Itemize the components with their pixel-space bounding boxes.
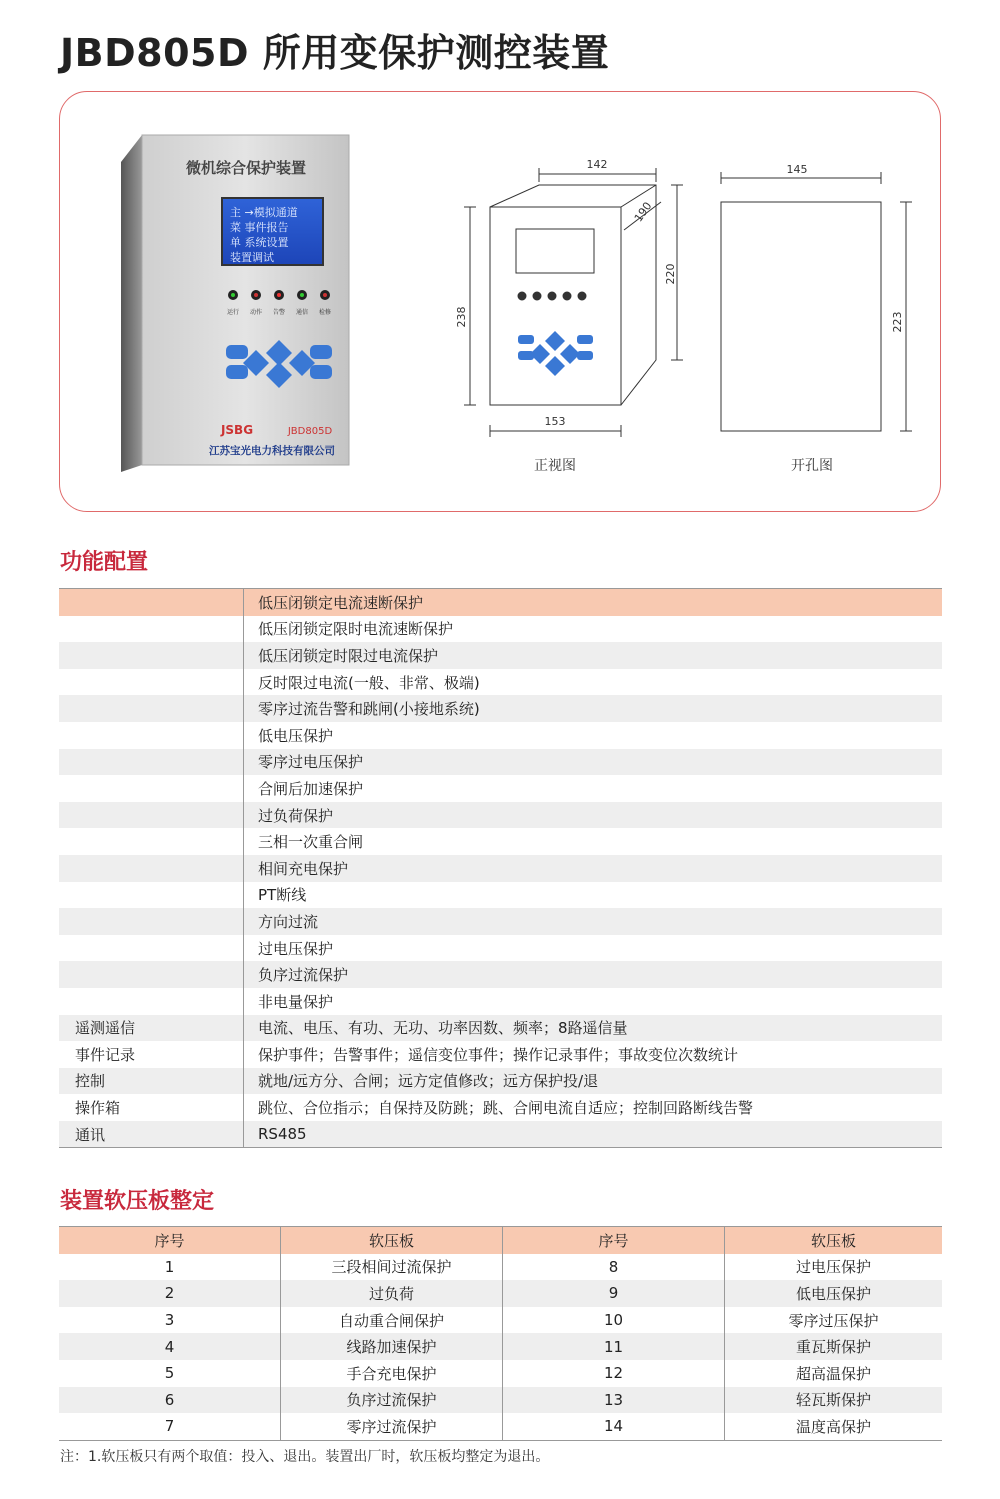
function-row [59,935,942,962]
cutout-caption: 开孔图 [791,458,833,474]
footnote: 注：1.软压板只有两个取值：投入、退出。装置出厂时，软压板均整定为退出。 [60,1449,550,1465]
function-description: 跳位、合位指示；自保持及防跳；跳、合闸电流自适应；控制回路断线告警 [258,1099,754,1118]
function-row [59,908,942,935]
svg-text:装置调试: 装置调试 [230,251,274,264]
header-plate: 软压板 [281,1227,503,1254]
function-description: 负序过流保护 [244,961,943,988]
plate-row [59,1280,942,1307]
function-row [59,828,942,855]
header-plate: 软压板 [725,1227,943,1254]
function-description: 保护事件；告警事件；遥信变位事件；操作记录事件；事故变位次数统计 [258,1045,739,1064]
function-row [59,642,942,669]
function-row [59,882,942,909]
plate-name: 零序过流保护 [281,1413,503,1440]
function-category: 操作箱 [59,1094,244,1121]
function-row [59,775,942,802]
device-company: 江苏宝光电力科技有限公司 [209,445,335,457]
function-description: 过负荷保护 [244,802,943,829]
function-category [59,988,244,1015]
function-row [59,695,942,722]
function-description: 电流、电压、有功、无功、功率因数、频率；8路遥信量 [244,1015,943,1042]
plate-name: 温度高保护 [725,1413,943,1440]
plate-name: 重瓦斯保护 [725,1333,943,1360]
plate-row [59,1360,942,1387]
plate-name: 超高温保护 [795,1364,871,1383]
function-description: 过电压保护 [258,939,334,958]
plates-table [59,1226,942,1441]
function-description: 反时限过电流(一般、非常、极端) [258,673,480,692]
function-category [59,722,244,749]
plate-index: 11 [503,1333,725,1360]
svg-text:通信: 通信 [295,309,309,316]
function-description: RS485 [244,1121,943,1148]
plate-name: 负序过流保护 [281,1387,503,1414]
plate-name: 零序过压保护 [788,1311,879,1330]
plate-index: 6 [59,1387,281,1414]
plate-index: 2 [59,1280,281,1307]
product-figure-panel [59,91,941,512]
dim-cutout-height: 223 [891,311,904,333]
function-description: 低压闭锁定电流速断保护 [244,589,943,616]
section-title-functions: 功能配置 [60,550,149,575]
function-category [59,882,244,909]
function-description: 低压闭锁定时限过电流保护 [244,642,943,669]
plate-index: 9 [503,1280,725,1307]
function-row [59,961,942,988]
plate-index: 8 [503,1254,725,1281]
function-row [59,749,942,776]
function-row [59,722,942,749]
plate-name: 手合充电保护 [281,1360,503,1387]
plates-header-row [59,1227,942,1254]
function-description: 低电压保护 [258,726,334,745]
dim-front-depth: 190 [631,199,655,225]
page-title: JBD805D 所用变保护测控装置 [60,31,610,75]
function-row [59,855,942,882]
plate-index: 12 [503,1360,725,1387]
function-description: 零序过电压保护 [244,749,943,776]
function-category: 通讯 [59,1121,244,1148]
function-category [59,775,244,802]
device-panel-title: 微机综合保护装置 [185,159,307,177]
plate-name: 低电压保护 [725,1280,943,1307]
function-description: 三相一次重合闸 [258,833,364,852]
function-category [59,589,244,616]
function-row [59,1121,942,1148]
function-row [59,802,942,829]
svg-text:动作: 动作 [249,309,263,316]
plate-index: 13 [503,1387,725,1414]
dim-front-top: 142 [586,158,608,171]
function-row [59,988,942,1015]
device-photo [121,135,349,472]
function-row [59,1015,942,1042]
function-description: 零序过流告警和跳闸(小接地系统) [244,695,943,722]
function-row [59,669,942,696]
svg-text:检修: 检修 [318,309,332,316]
function-category: 控制 [59,1068,244,1095]
plate-index: 1 [59,1254,281,1281]
plate-row [59,1333,942,1360]
function-row [59,589,942,616]
cutout-drawing [721,172,912,431]
function-category [59,749,244,776]
plate-index: 4 [59,1333,281,1360]
function-row [59,1094,942,1121]
plate-index: 10 [503,1307,725,1334]
functions-table [59,588,942,1148]
function-row [59,616,942,643]
function-row [59,1068,942,1095]
dim-cutout-width: 145 [786,163,808,176]
device-brand: JSBG [220,423,254,437]
function-category [59,642,244,669]
plate-name: 过负荷 [281,1280,503,1307]
plate-name: 三段相间过流保护 [281,1254,503,1281]
plate-index: 3 [59,1307,281,1334]
dim-front-height-outer: 238 [455,306,468,328]
header-index: 序号 [59,1227,281,1254]
dim-front-bottom: 153 [544,415,566,428]
plate-name: 自动重合闸保护 [281,1307,503,1334]
svg-text:运行: 运行 [226,309,240,316]
device-model: JBD805D [287,426,333,437]
function-category [59,802,244,829]
function-category [59,908,244,935]
plate-row [59,1413,942,1440]
function-row [59,1041,942,1068]
function-category [59,855,244,882]
function-description: 相间充电保护 [244,855,943,882]
plate-index: 5 [59,1360,281,1387]
function-category: 事件记录 [59,1041,244,1068]
plate-name: 过电压保护 [795,1258,871,1277]
function-category [59,669,244,696]
svg-text:菜 事件报告: 菜 事件报告 [230,221,289,234]
plate-index: 7 [59,1413,281,1440]
plate-row [59,1254,942,1281]
front-view-caption: 正视图 [534,458,576,474]
dim-front-height-inner: 220 [664,263,677,285]
function-description: 非电量保护 [258,992,334,1011]
plate-name: 线路加速保护 [281,1333,503,1360]
svg-text:告警: 告警 [272,309,286,316]
plate-index: 14 [503,1413,725,1440]
function-category [59,695,244,722]
header-index: 序号 [503,1227,725,1254]
function-category: 遥测遥信 [59,1015,244,1042]
plate-row [59,1307,942,1334]
svg-text:单 系统设置: 单 系统设置 [230,236,289,249]
function-description: 低压闭锁定限时电流速断保护 [258,620,454,639]
function-category [59,616,244,643]
function-description: 方向过流 [244,908,943,935]
function-description: PT断线 [258,886,307,905]
function-category [59,828,244,855]
plate-row [59,1387,942,1414]
function-category [59,935,244,962]
function-description: 合闸后加速保护 [258,779,364,798]
svg-text:主 →模拟通道: 主 →模拟通道 [230,206,298,219]
function-description: 就地/远方分、合闸；远方定值修改；远方保护投/退 [244,1068,943,1095]
plate-name: 轻瓦斯保护 [725,1387,943,1414]
function-category [59,961,244,988]
section-title-plates: 装置软压板整定 [60,1189,215,1214]
